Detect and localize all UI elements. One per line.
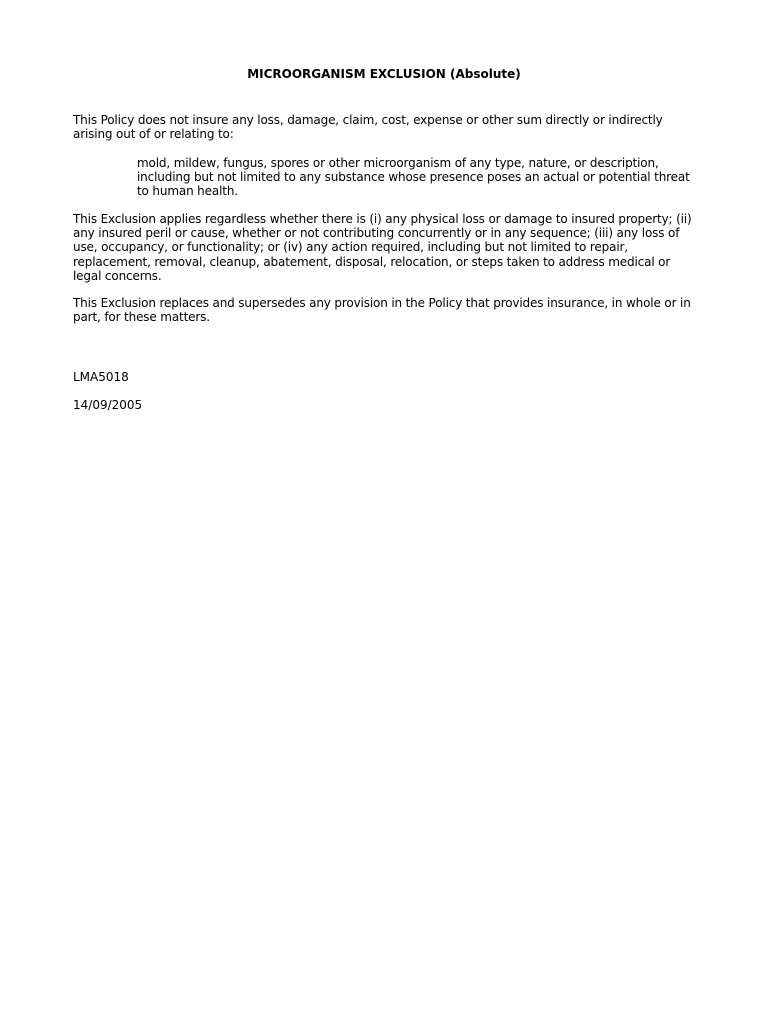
- text-line: any insured peril or cause, whether or not contributing concurrently or in any sequence; (iii) any loss of: [73, 226, 680, 241]
- document-title: MICROORGANISM EXCLUSION (Absolute): [247, 67, 521, 81]
- text-line: This Exclusion applies regardless whether there is (i) any physical loss or damage to insured property; (ii): [73, 212, 692, 226]
- paragraph-supersedes: [73, 296, 695, 324]
- text-line: including but not limited to any substance whose presence poses an actual or potential threat: [137, 170, 690, 185]
- paragraph-exclusion-applies: [73, 212, 695, 283]
- text-line: arising out of or relating to:: [73, 127, 234, 142]
- text-line: part, for these matters.: [73, 310, 210, 325]
- text-line: This Policy does not insure any loss, damage, claim, cost, expense or other sum directly or indirectly: [73, 113, 663, 127]
- text-line: legal concerns.: [73, 268, 162, 283]
- text-line: use, occupancy, or functionality; or (iv) any action required, including but not limited to repair,: [73, 240, 628, 255]
- paragraph-policy-scope: [73, 113, 695, 141]
- paragraph-excluded-items: [137, 156, 697, 199]
- text-line: This Exclusion replaces and supersedes any provision in the Policy that provides insurance, in whole or in: [73, 296, 691, 310]
- text-line: mold, mildew, fungus, spores or other microorganism of any type, nature, or description,: [137, 156, 659, 170]
- text-line: to human health.: [137, 184, 238, 199]
- text-line: replacement, removal, cleanup, abatement, disposal, relocation, or steps taken to address medical or: [73, 254, 671, 269]
- form-date: 14/09/2005: [73, 398, 143, 412]
- form-reference: LMA5018: [73, 370, 129, 384]
